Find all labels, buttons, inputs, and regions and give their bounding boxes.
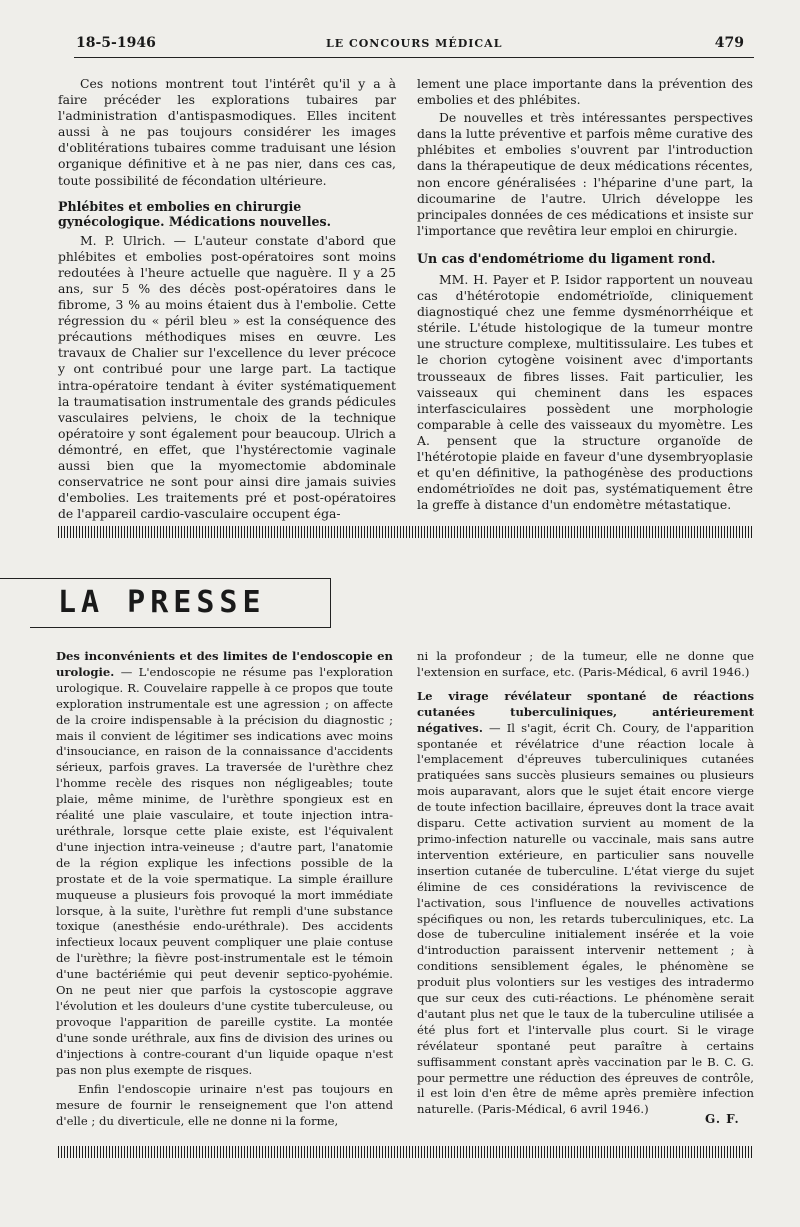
article-text: — L'endoscopie ne résume pas l'exploration urologique. R. Couvelaire rappelle à ce propos que toute exploration instrumentale est une agression ; on affecte de la croire indispensable à la précision du diagnostic ; mais il convient de légitimer ses indications avec moins d'insouciance, en raison de la connaissance d'accidents sérieux, parfois graves. La traversée de l'urèthre chez l'homme recèle des risques non négligeables; toute plaie, même minime, de l'urèthre spongieux est en réalité une plaie vasculaire, et toute injection intra-uréthrale, lorsque cette plaie existe, est l'équivalent d'une injection intra-veineuse ; d'autre part, l'anatomie de la région explique les infections possible de la prostate et de la voie spermatique. La simple éraillure muqueuse a plusieurs fois provoqué la mort immédiate lorsque, à la suite, l'urèthre fut rempli d'une substance toxique (anesthésie endo-uréthrale). Des accidents infectieux locaux peuvent compliquer une plaie contuse de l'urèthre; la fièvre post-instrumentale est le témoin d'une bactériémie qui peut devenir septico-pyohémie. On ne peut nier que parfois la cystoscopie aggrave l'évolution et les douleurs d'une cystite tuberculeuse, ou provoque l'apparition de pareille cystite. La montée d'une sonde uréthrale, aux fins de division des urines ou d'injections à contre-courant d'un liquide opaque n'est pas non plus exempte de risques. bbox=[56, 664, 393, 1077]
paragraph: M. P. Ulrich. — L'auteur constate d'abord que phlébites et embolies post-opératoires sont moins redoutées à l'heure actuelle que naguère. Il y a 25 ans, sur 5 % des décès post-opératoires dans le fibrome, 3 % au moins étaient dus à l'embolie. Cette régression du « péril bleu » est la conséquence des précautions méthodiques mises en œuvre. Les travaux de Chalier sur l'excellence du lever précoce y ont contribué pour une large part. La tactique intra-opératoire tendant à éviter systématiquement la traumatisation instrumentale des grands pédicules vasculaires pelviens, le choix de la technique opératoire y sont également pour beaucoup. Ulrich a démontré, en effet, que l'hystérectomie vaginale aussi bien que la myomectomie abdominale conservatrice ne sont pour ainsi dire jamais suivies d'embolies. Les traitements pré et post-opératoires de l'appareil cardio-vasculaire occupent éga- bbox=[58, 232, 396, 522]
bottom-left-column bbox=[56, 649, 393, 1130]
header-rule bbox=[74, 57, 754, 58]
paragraph: Enfin l'endoscopie urinaire n'est pas toujours en mesure de fournir le renseignement que l'on attend d'elle ; du diverticule, elle ne donne ni la forme, bbox=[56, 1082, 393, 1129]
author-initials: G. F. bbox=[705, 1112, 740, 1126]
section-title: LA PRESSE bbox=[58, 585, 266, 620]
divider-rule-bottom bbox=[58, 1146, 753, 1158]
section-rule bbox=[0, 578, 30, 579]
top-right-column bbox=[417, 76, 753, 513]
paragraph: ni la profondeur ; de la tumeur, elle ne donne que l'extension en surface, etc. (Paris-Médical, 6 avril 1946.) bbox=[417, 649, 754, 679]
article-heading: Un cas d'endométriome du ligament rond. bbox=[417, 250, 716, 266]
issue-date: 18-5-1946 bbox=[76, 35, 156, 51]
paragraph: MM. H. Payer et P. Isidor rapportent un nouveau cas d'hétérotopie endométrioïde, cliniquement diagnostiqué chez une femme dysménorrhéique et stérile. L'étude histologique de la tumeur montre une structure complexe, multitissulaire. Les tubes et le chorion cytogène voisinent avec d'importants trousseaux de fibres lisses. Fait particulier, les vaisseaux qui cheminent dans les espaces interfasciculaires possèdent une morphologie comparable à celle des vaisseaux du myomètre. Les A. pensent que la structure organoïde de l'hétérotopie plaide en faveur d'une dysembryoplasie et qu'en définitive, la pathogénèse des productions endométrioïdes ne doit pas, systématiquement être la greffe à distance d'un endomètre métastatique. bbox=[417, 271, 753, 513]
bottom-right-column bbox=[417, 649, 754, 1118]
journal-title: LE CONCOURS MÉDICAL bbox=[326, 37, 503, 50]
top-left-column bbox=[58, 76, 396, 522]
article-heading: Phlébites et embolies en chirurgie gynécologique. Médications nouvelles. bbox=[58, 198, 331, 229]
paragraph: Ces notions montrent tout l'intérêt qu'il y a à faire précéder les explorations tubaires par l'administration d'antispasmodiques. Elles incitent aussi à ne pas toujours considérer les images d'oblitérations tubaires comme traduisant une lésion organique définitive et à ne pas nier, dans ces cas, toute possibilité de fécondation ultérieure. bbox=[58, 76, 396, 188]
page-header bbox=[76, 35, 744, 55]
paragraph: De nouvelles et très intéressantes perspectives dans la lutte préventive et parfois même curative des phlébites et embolies s'ouvrent par l'introduction dans la thérapeutique de deux médications récentes, non encore généralisées : l'héparine d'une part, la dicoumarine de l'autre. Ulrich développe les principales données de ces médications et insiste sur l'importance que revêtira leur emploi en chirurgie. bbox=[417, 110, 753, 238]
divider-rule bbox=[58, 526, 753, 538]
paragraph: lement une place importante dans la prévention des embolies et des phlébites. bbox=[417, 76, 753, 108]
article-heading: Des inconvénients et des limites de l'endoscopie en urologie. bbox=[56, 649, 393, 679]
article-heading: Le virage révélateur spontané de réactions cutanées tuberculiniques, antérieurement négatives. bbox=[417, 688, 754, 735]
page-number: 479 bbox=[714, 35, 744, 51]
article-text: — Il s'agit, écrit Ch. Coury, de l'apparition spontanée et révélatrice d'une réaction locale à l'emplacement d'épreuves tuberculiniques cutanées pratiquées sans succès plusieurs semaines ou plusieurs mois auparavant, alors que le sujet était encore vierge de toute infection bacillaire, épreuves dont la trace avait disparu. Cette activation survient au moment de la primo-infection naturelle ou vaccinale, mais sans autre intervention extérieure, en particulier sans nouvelle insertion cutanée de tuberculine. L'état vierge du sujet élimine de ces considérations la reviviscence de l'activation, sous l'influence de nouvelles activations spécifiques ou non, les retards tuberculiniques, etc. La dose de tuberculine initialement insérée et la voie d'introduction paraissent intervenir nettement ; à conditions sensiblement égales, le phénomène se produit plus volontiers sur les vestiges des intradermo que sur ceux des cuti-réactions. Le phénomène serait d'autant plus net que le taux de la tuberculine utilisée a été plus fort et l'intervalle plus court. Si le virage révélateur spontané peut paraître à certains suffisamment constant après vaccination par le B. C. G. pour permettre une réduction des épreuves de contrôle, il est loin d'en être de même après première infection naturelle. (Paris-Médical, 6 avril 1946.) bbox=[417, 720, 754, 1117]
